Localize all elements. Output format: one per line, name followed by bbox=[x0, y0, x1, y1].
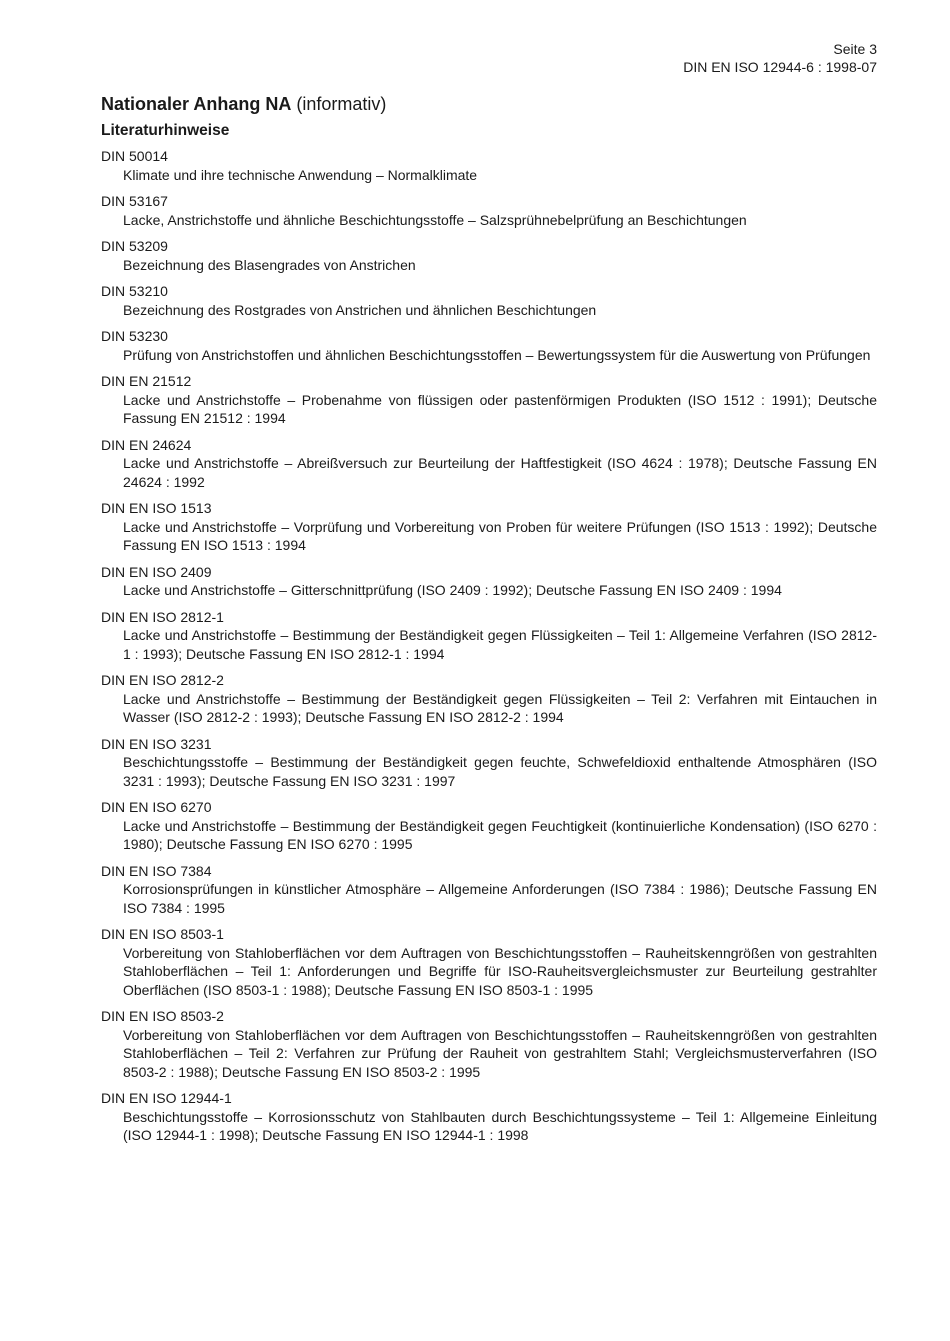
reference-description: Korrosionsprüfungen in künstlicher Atmosphäre – Allgemeine Anforderungen (ISO 7384 : 1986); Deutsche Fassung EN ISO 7384 : 1995 bbox=[123, 881, 877, 916]
reference-entry bbox=[101, 671, 877, 727]
reference-entry bbox=[101, 499, 877, 555]
reference-entry bbox=[101, 1089, 877, 1145]
reference-code: DIN EN ISO 1513 bbox=[101, 500, 212, 516]
document-id: DIN EN ISO 12944-6 : 1998-07 bbox=[683, 59, 877, 75]
reference-code: DIN 53209 bbox=[101, 238, 168, 254]
reference-description: Lacke und Anstrichstoffe – Bestimmung der Beständigkeit gegen Feuchtigkeit (kontinuierliche Kondensation) (ISO 6270 : 1980); Deutsche Fassung EN ISO 6270 : 1995 bbox=[123, 817, 877, 852]
reference-code: DIN EN ISO 3231 bbox=[101, 735, 212, 752]
annex-title-qualifier: (informativ) bbox=[296, 94, 387, 114]
reference-description: Lacke und Anstrichstoffe – Gitterschnittprüfung (ISO 2409 : 1992); Deutsche Fassung EN ISO 2409 : 1994 bbox=[123, 582, 782, 598]
reference-entry bbox=[101, 735, 877, 791]
reference-code: DIN EN ISO 12944-1 bbox=[101, 1090, 232, 1106]
reference-description: Bezeichnung des Blasengrades von Anstrichen bbox=[123, 256, 416, 273]
reference-description: Lacke und Anstrichstoffe – Abreißversuch zur Beurteilung der Haftfestigkeit (ISO 4624 : 1978); Deutsche Fassung EN 24624 : 1992 bbox=[123, 455, 877, 490]
reference-entry bbox=[101, 147, 877, 184]
reference-description: Lacke, Anstrichstoffe und ähnliche Beschichtungsstoffe – Salzsprühnebelprüfung an Beschichtungen bbox=[123, 211, 747, 228]
reference-description: Prüfung von Anstrichstoffen und ähnlichen Beschichtungsstoffen – Bewertungssystem für die Auswertung von Prüfungen bbox=[123, 346, 871, 363]
reference-entry bbox=[101, 563, 877, 600]
reference-description: Lacke und Anstrichstoffe – Probenahme von flüssigen oder pastenförmigen Produkten (ISO 1512 : 1991); Deutsche Fassung EN 21512 : 1994 bbox=[123, 391, 877, 426]
page-number: Seite 3 bbox=[833, 41, 877, 57]
reference-entry bbox=[101, 608, 877, 664]
reference-description: Beschichtungsstoffe – Korrosionsschutz von Stahlbauten durch Beschichtungssysteme – Teil 1: Allgemeine Einleitung (ISO 12944-1 : 1998); Deutsche Fassung EN ISO 12944-1 : 1998 bbox=[123, 1108, 877, 1143]
reference-code: DIN 53210 bbox=[101, 283, 168, 299]
reference-code: DIN EN ISO 2812-1 bbox=[101, 608, 224, 625]
reference-description: Lacke und Anstrichstoffe – Vorprüfung und Vorbereitung von Proben für weitere Prüfungen (ISO 1513 : 1992); Deutsche Fassung EN ISO 1513 : 1994 bbox=[123, 518, 877, 553]
reference-code: DIN EN ISO 7384 bbox=[101, 862, 212, 879]
reference-description: Lacke und Anstrichstoffe – Bestimmung der Beständigkeit gegen Flüssigkeiten – Teil 2: Verfahren mit Eintauchen in Wasser (ISO 2812-2 : 1993); Deutsche Fassung EN ISO 2812-2 : 1994 bbox=[123, 690, 877, 725]
reference-description: Vorbereitung von Stahloberflächen vor dem Auftragen von Beschichtungsstoffen – Rauheitskenngrößen von gestrahlten Stahloberflächen – Teil 2: Verfahren zur Prüfung der Rauheit von gestrahltem Stahl; Vergleichsmusterverfahren (ISO 8503-2 : 1988); Deutsche Fassung EN ISO 8503-2 : 1995 bbox=[123, 1026, 877, 1080]
page-header bbox=[101, 40, 877, 76]
reference-entry bbox=[101, 192, 877, 229]
reference-code: DIN EN ISO 6270 bbox=[101, 799, 212, 815]
reference-code: DIN EN ISO 2812-2 bbox=[101, 672, 224, 688]
reference-entry bbox=[101, 862, 877, 918]
reference-code: DIN EN ISO 2409 bbox=[101, 563, 212, 580]
reference-code: DIN 53167 bbox=[101, 193, 168, 209]
reference-description: Bezeichnung des Rostgrades von Anstrichen und ähnlichen Beschichtungen bbox=[123, 301, 597, 318]
reference-description: Vorbereitung von Stahloberflächen vor dem Auftragen von Beschichtungsstoffen – Rauheitskenngrößen von gestrahlten Stahloberflächen – Teil 1: Anforderungen und Begriffe für ISO-Rauheitsvergleichsmuster zur Beurteilung gestrahlter Oberflächen (ISO 8503-1 : 1988); Deutsche Fassung EN ISO 8503-1 : 1995 bbox=[123, 944, 877, 998]
reference-code: DIN 53230 bbox=[101, 328, 168, 344]
reference-list bbox=[101, 147, 877, 1145]
annex-title bbox=[101, 93, 877, 115]
reference-code: DIN EN 21512 bbox=[101, 373, 192, 389]
reference-description: Klimate und ihre technische Anwendung – Normalklimate bbox=[123, 166, 478, 183]
section-heading: Literaturhinweise bbox=[101, 122, 230, 139]
reference-code: DIN EN 24624 bbox=[101, 436, 192, 453]
reference-entry bbox=[101, 372, 877, 428]
reference-entry bbox=[101, 237, 877, 274]
reference-entry bbox=[101, 282, 877, 319]
reference-description: Beschichtungsstoffe – Bestimmung der Beständigkeit gegen feuchte, Schwefeldioxid enthaltende Atmosphären (ISO 3231 : 1993); Deutsche Fassung EN ISO 3231 : 1997 bbox=[123, 754, 877, 789]
reference-entry bbox=[101, 798, 877, 854]
reference-entry bbox=[101, 327, 877, 364]
reference-code: DIN 50014 bbox=[101, 148, 168, 164]
reference-code: DIN EN ISO 8503-1 bbox=[101, 926, 224, 942]
reference-code: DIN EN ISO 8503-2 bbox=[101, 1008, 224, 1024]
reference-entry bbox=[101, 436, 877, 492]
reference-description: Lacke und Anstrichstoffe – Bestimmung der Beständigkeit gegen Flüssigkeiten – Teil 1: Allgemeine Verfahren (ISO 2812-1 : 1993); Deutsche Fassung EN ISO 2812-1 : 1994 bbox=[123, 627, 877, 662]
reference-entry bbox=[101, 925, 877, 999]
reference-entry bbox=[101, 1007, 877, 1081]
annex-title-main: Nationaler Anhang NA bbox=[101, 94, 292, 114]
